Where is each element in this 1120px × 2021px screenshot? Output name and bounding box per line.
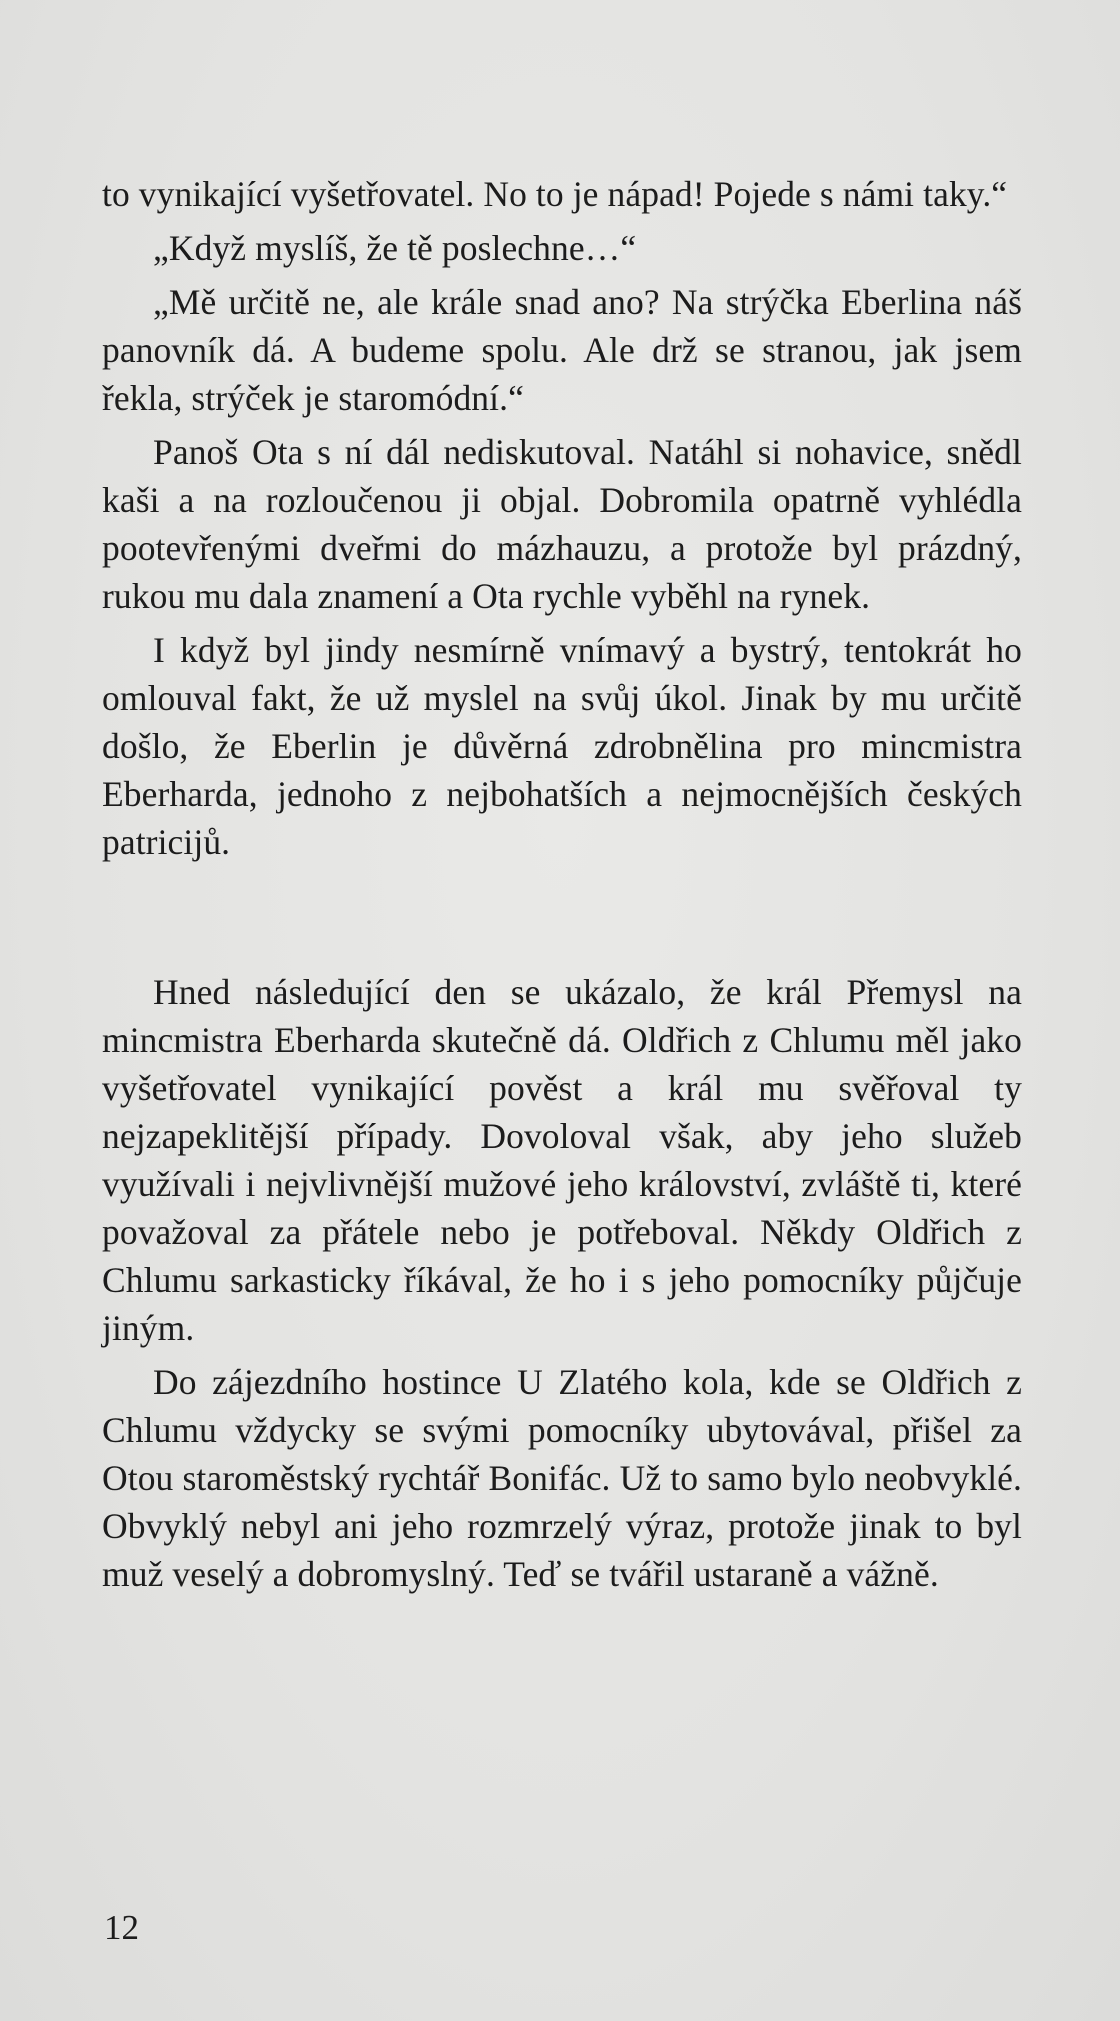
- paragraph: I když byl jindy nesmírně vnímavý a bystrý, tentokrát ho omlouval fakt, že už myslel na svůj úkol. Jinak by mu určitě došlo, že Eberlin je důvěrná zdrobnělina pro mincmistra Eberharda, jednoho z nejbohatších a nejmocnějších českých patricijů.: [102, 630, 1022, 862]
- section-break: [102, 872, 1022, 968]
- paragraph: Do zájezdního hostince U Zlatého kola, kde se Oldřich z Chlumu vždycky se svými pomocníky ubytovával, přišel za Otou staroměstský rychtář Bonifác. Už to samo bylo neobvyklé. Obvyklý nebyl ani jeho rozmrzelý výraz, protože jinak to byl muž veselý a dobromyslný. Teď se tvářil ustaraně a vážně.: [102, 1362, 1022, 1594]
- paragraph: Panoš Ota s ní dál nediskutoval. Natáhl si nohavice, snědl kaši a na rozloučenou ji objal. Dobromila opatrně vyhlédla pootevřenými dveřmi do mázhauzu, a protože byl prázdný, rukou mu dala znamení a Ota rychle vyběhl na rynek.: [102, 432, 1022, 616]
- page-number: 12: [104, 1908, 139, 1947]
- paragraph: „Mě určitě ne, ale krále snad ano? Na strýčka Eberlina náš panovník dá. A budeme spolu. Ale drž se stranou, jak jsem řekla, strýček je staromódní.“: [102, 282, 1022, 418]
- paragraph: to vynikající vyšetřovatel. No to je nápad! Pojede s námi taky.“: [102, 174, 1008, 214]
- paragraph: Hned následující den se ukázalo, že král Přemysl na mincmistra Eberharda skutečně dá. Oldřich z Chlumu měl jako vyšetřovatel vynikající pověst a král mu svěřoval ty nejzapeklitější případy. Dovoloval však, aby jeho služeb využívali i nejvlivnější mužové jeho království, zvláště ti, které považoval za přátele nebo je potřeboval. Někdy Oldřich z Chlumu sarkasticky říkával, že ho i s jeho pomocníky půjčuje jiným.: [102, 972, 1022, 1348]
- text-column: [102, 170, 1022, 1604]
- paragraph: „Když myslíš, že tě poslechne…“: [153, 228, 637, 268]
